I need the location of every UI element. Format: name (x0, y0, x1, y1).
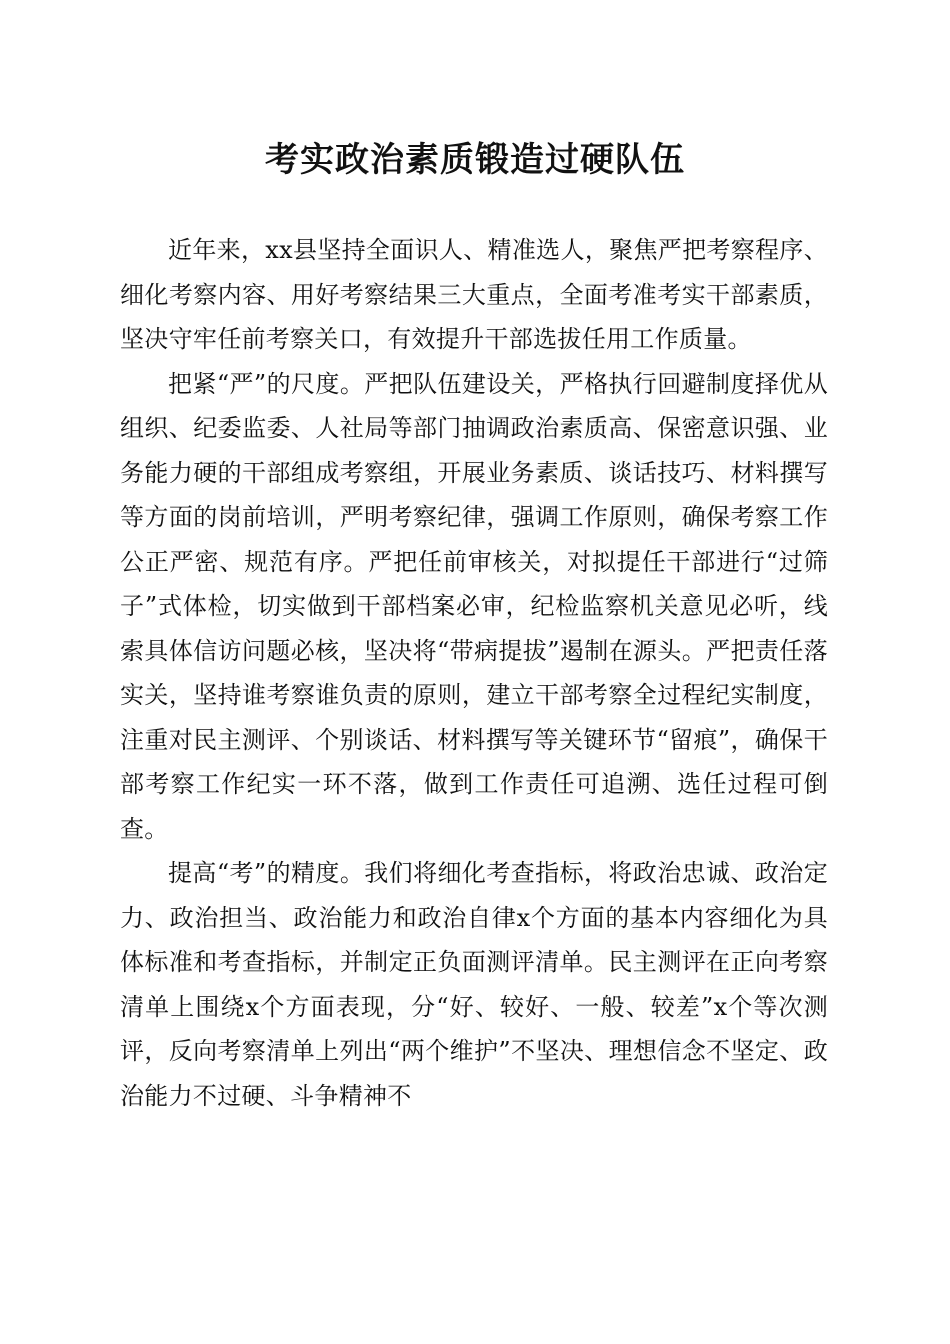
paragraph-intro: 近年来，xx县坚持全面识人、精准选人，聚焦严把考察程序、细化考察内容、用好考察结果三大重点，全面考准考实干部素质，坚决守牢任前考察关口，有效提升干部选拔任用工作质量。 (120, 236, 828, 353)
paragraph-precision: 提高“考”的精度。我们将细化考查指标，将政治忠诚、政治定力、政治担当、政治能力和政治自律x个方面的基本内容细化为具体标准和考查指标，并制定正负面测评清单。民主测评在正向考察清单上围绕x个方面表现，分“好、较好、一般、较差”x个等次测评，反向考察清单上列出“两个维护”不坚决、理想信念不坚定、政治能力不过硬、斗争精神不 (120, 859, 828, 1110)
page-title: 考实政治素质锻造过硬队伍 (265, 140, 685, 180)
paragraph-strict: 把紧“严”的尺度。严把队伍建设关，严格执行回避制度择优从组织、纪委监委、人社局等部门抽调政治素质高、保密意识强、业务能力硬的干部组成考察组，开展业务素质、谈话技巧、材料撰写等方面的岗前培训，严明考察纪律，强调工作原则，确保考察工作公正严密、规范有序。严把任前审核关，对拟提任干部进行“过筛子”式体检，切实做到干部档案必审，纪检监察机关意见必听，线索具体信访问题必核，坚决将“带病提拔”遏制在源头。严把责任落实关，坚持谁考察谁负责的原则，建立干部考察全过程纪实制度，注重对民主测评、个别谈话、材料撰写等关键环节“留痕”，确保干部考察工作纪实一环不落，做到工作责任可追溯、选任过程可倒查。 (120, 369, 828, 843)
document-body (120, 228, 828, 1118)
